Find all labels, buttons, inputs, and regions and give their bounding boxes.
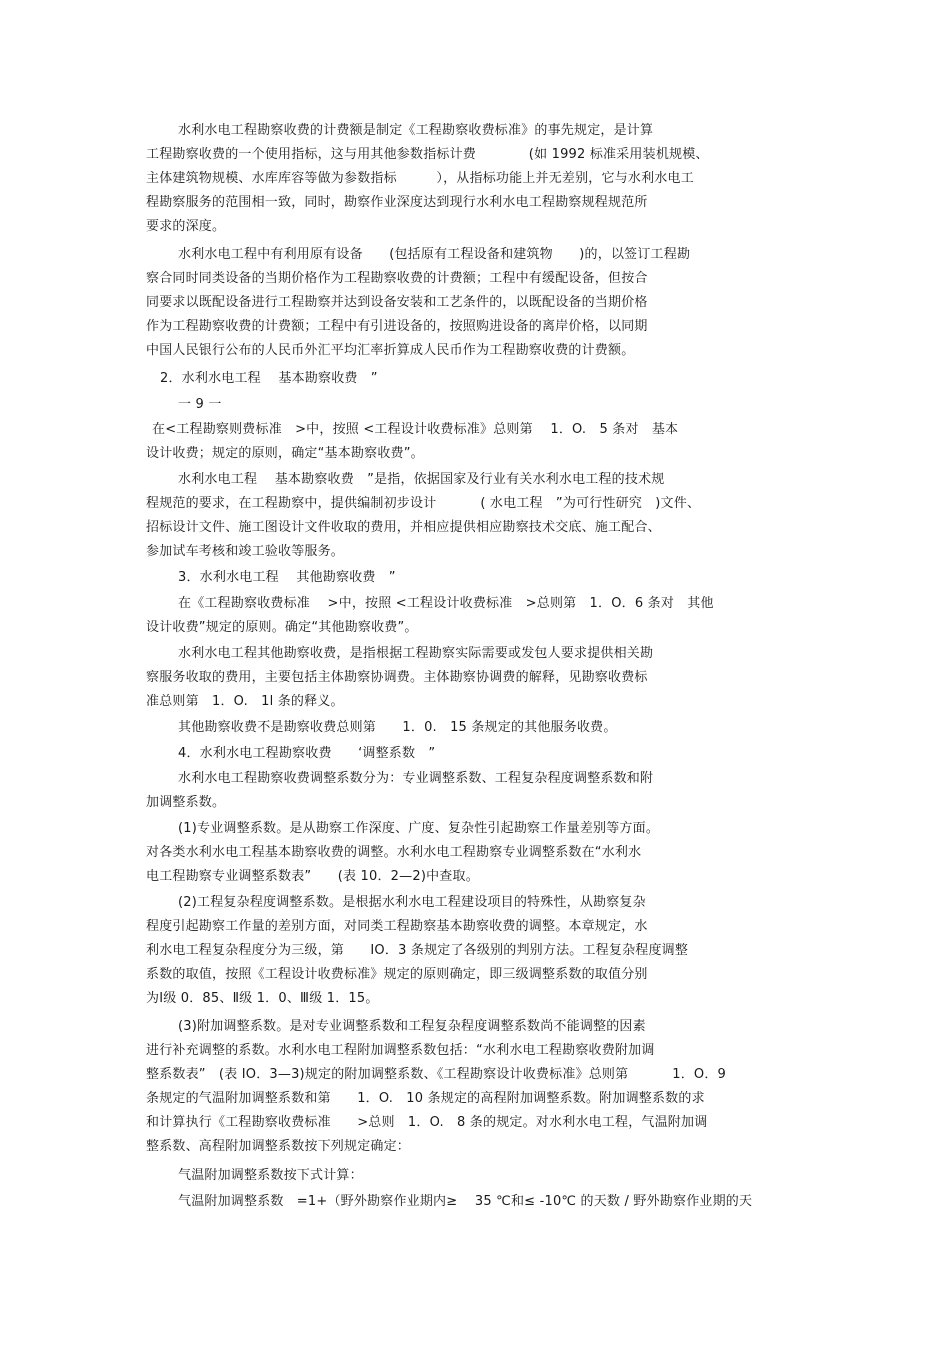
text-line-43: 气温附加调整系数按下式计算： <box>178 1168 363 1183</box>
text-line-2: 工程勘察收费的一个使用指标，这与用其他参数指标计费 (如 1992 标准采用装机规模、 <box>146 147 709 162</box>
text-line-17: 招标设计文件、施工图设计文件收取的费用，并相应提供相应勘察技术交底、施工配合、 <box>146 520 661 535</box>
text-line-16: 程规范的要求，在工程勘察中，提供编制初步设计 ( 水电工程 ”为可行性研究 )文件、 <box>146 496 701 511</box>
text-line-21: 设计收费”规定的原则。确定“其他勘察收费”。 <box>146 620 418 635</box>
text-line-3: 主体建筑物规模、水库库容等做为参数指标 ），从指标功能上并无差别，它与水利水电工 <box>146 171 694 186</box>
text-line-8: 同要求以既配设备进行工程勘察并达到设备安装和工艺条件的，以既配设备的当期价格 <box>146 295 648 310</box>
text-line-32: (2)工程复杂程度调整系数。是根据水利水电工程建设项目的特殊性，从勘察复杂 <box>178 895 646 910</box>
text-line-6: 水利水电工程中有利用原有设备 (包括原有工程设备和建筑物 )的，以签订工程勘 <box>178 247 691 262</box>
text-line-33: 程度引起勘察工作量的差别方面，对同类工程勘察基本勘察收费的调整。本章规定，水 <box>146 919 648 934</box>
text-line-24: 准总则第 1．O. 1l 条的释义。 <box>146 694 344 709</box>
text-line-15: 水利水电工程 基本勘察收费 ”是指，依据国家及行业有关水利水电工程的技术规 <box>178 472 665 487</box>
section-heading-3: 3．水利水电工程 其他勘察收费 ” <box>178 570 396 585</box>
text-line-14: 设计收费；规定的原则，确定“基本勘察收费”。 <box>146 446 424 461</box>
text-line-41: 和计算执行《工程勘察收费标准 >总则 1．O. 8 条的规定。对水利水电工程，气温附加调 <box>146 1115 708 1130</box>
section-heading-2: 2．水利水电工程 基本勘察收费 ” <box>160 371 378 386</box>
text-line-38: 进行补充调整的系数。水利水电工程附加调整系数包括：“水利水电工程勘察收费附加调 <box>146 1043 655 1058</box>
text-line-40: 条规定的气温附加调整系数和第 1．O. 10 条规定的高程附加调整系数。附加调整系数的求 <box>146 1091 705 1106</box>
text-line-37: (3)附加调整系数。是对专业调整系数和工程复杂程度调整系数尚不能调整的因素 <box>178 1019 646 1034</box>
text-line-29: (1)专业调整系数。是从勘察工作深度、广度、复杂性引起勘察工作量差别等方面。 <box>178 821 660 836</box>
text-line-27: 水利水电工程勘察收费调整系数分为：专业调整系数、工程复杂程度调整系数和附 <box>178 771 654 786</box>
text-line-5: 要求的深度。 <box>146 219 226 234</box>
page-number: 一 9 一 <box>178 397 222 412</box>
text-line-31: 电工程勘察专业调整系数表” (表 10．2—2)中查取。 <box>146 869 479 884</box>
text-line-20: 在《工程勘察收费标准 >中，按照 <工程设计收费标准 >总则第 1．O．6 条对 其他 <box>178 596 714 611</box>
formula-line: 气温附加调整系数 =1+（野外勘察作业期内≥ 35 ℃和≤ -10℃ 的天数 / 野外勘察作业期的天 <box>178 1194 753 1209</box>
text-line-10: 中国人民银行公布的人民币外汇平均汇率折算成人民币作为工程勘察收费的计费额。 <box>146 343 635 358</box>
text-line-9: 作为工程勘察收费的计费额；工程中有引进设备的，按照购进设备的离岸价格，以同期 <box>146 319 648 334</box>
text-line-22: 水利水电工程其他勘察收费，是指根据工程勘察实际需要或发包人要求提供相关勘 <box>178 646 654 661</box>
text-line-1: 水利水电工程勘察收费的计费额是制定《工程勘察收费标准》的事先规定，是计算 <box>178 123 654 138</box>
text-line-35: 系数的取值，按照《工程设计收费标准》规定的原则确定，即三级调整系数的取值分别 <box>146 967 648 982</box>
text-line-4: 程勘察服务的范围相一致，同时，勘察作业深度达到现行水利水电工程勘察规程规范所 <box>146 195 648 210</box>
text-line-30: 对各类水利水电工程基本勘察收费的调整。水利水电工程勘察专业调整系数在“水利水 <box>146 845 642 860</box>
text-line-39: 整系数表” (表 IO．3—3)规定的附加调整系数、《工程勘察设计收费标准》总则第 1．O．9 <box>146 1067 727 1082</box>
section-heading-4: 4．水利水电工程勘察收费 ‘调整系数 ” <box>178 746 436 761</box>
text-line-28: 加调整系数。 <box>146 795 226 810</box>
text-line-23: 察服务收取的费用，主要包括主体勘察协调费。主体勘察协调费的解释，见勘察收费标 <box>146 670 648 685</box>
text-line-42: 整系数、高程附加调整系数按下列规定确定： <box>146 1139 411 1154</box>
text-line-13: 在<工程勘察则费标准 >中，按照 <工程设计收费标准》总则第 1．O. 5 条对 基本 <box>152 422 679 437</box>
text-line-7: 察合同时同类设备的当期价格作为工程勘察收费的计费额；工程中有缓配设备，但按合 <box>146 271 648 286</box>
text-line-34: 利水电工程复杂程度分为三级，第 IO．3 条规定了各级别的判别方法。工程复杂程度调整 <box>146 943 689 958</box>
text-line-25: 其他勘察收费不是勘察收费总则第 1．0. 15 条规定的其他服务收费。 <box>178 720 617 735</box>
text-line-36: 为Ⅰ级 0．85、Ⅱ级 1．0、Ⅲ级 1．15。 <box>146 991 379 1006</box>
text-line-18: 参加试车考核和竣工验收等服务。 <box>146 544 345 559</box>
